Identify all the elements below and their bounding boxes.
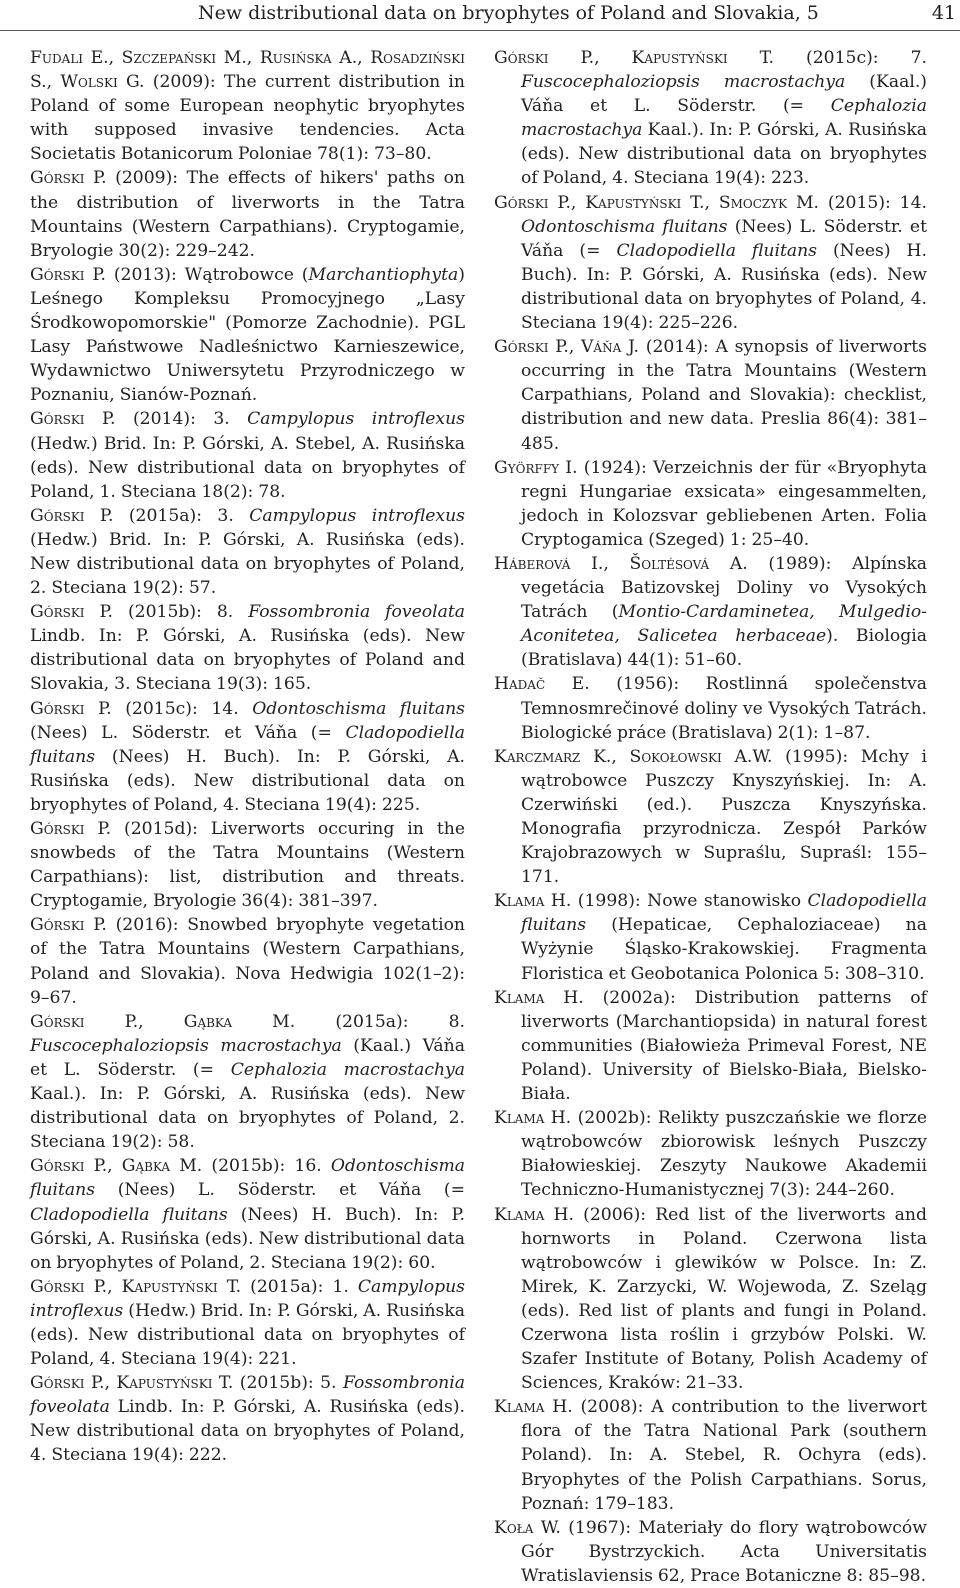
reference-authors: Klama H.	[494, 1397, 573, 1418]
reference-text: Kaal.). In: P. Górski, A. Rusińska (eds). New distributional data on bryophytes of Poland, 4. Steciana 19(4): 223.	[521, 120, 927, 189]
reference-authors: Klama H.	[494, 1204, 575, 1225]
reference-authors: Hadač E.	[494, 674, 590, 695]
taxon-name: Odontoschisma fluitans	[252, 698, 465, 719]
reference-entry	[494, 456, 927, 552]
reference-authors: Górski P.	[30, 915, 107, 936]
reference-text: (2015a): 1.	[241, 1276, 358, 1297]
reference-entry	[494, 46, 927, 191]
reference-authors: Górski P., Kapustyński T., Smoczyk M.	[494, 192, 820, 213]
reference-authors: Górski P.	[30, 602, 114, 623]
reference-authors: Koła W.	[494, 1517, 561, 1538]
reference-authors: Fudali E., Szczepański M., Rusińska A., Rosadziński S., Wolski G.	[30, 48, 465, 93]
references-right-column	[494, 46, 927, 1588]
reference-text: (2015b): 8.	[113, 602, 249, 623]
reference-entry	[494, 986, 927, 1106]
reference-text: (2015a): 8.	[295, 1011, 465, 1032]
taxon-name: Cladopodiella fluitans	[521, 891, 928, 936]
reference-authors: Górski P.	[30, 819, 112, 839]
reference-authors: Górski P.	[30, 409, 116, 430]
reference-text: (2009): The effects of hikers' paths on the distribution of liverworts in the Tatra Mountains (Western Carpathians). Cryptogamie, Bryologie 30(2): 229–242.	[30, 168, 465, 261]
reference-text: (Hedw.) Brid. In: P. Górski, A. Rusińska (eds). New distributional data on bryophytes of Poland, 4. Steciana 19(4): 221.	[30, 1300, 465, 1370]
reference-entry	[494, 889, 927, 985]
reference-text: (Nees) L. Söderstr. et Váňa (=	[521, 216, 927, 261]
reference-entry	[30, 1154, 465, 1274]
reference-entry	[30, 600, 465, 696]
reference-authors: Háberová I., Šoltésová A.	[494, 553, 748, 574]
taxon-name: Fossombronia foveolata	[248, 602, 465, 623]
reference-entry	[494, 672, 927, 744]
reference-text: (2014): A synopsis of liverworts occurring in the Tatra Mountains (Western Carpathians, Poland and Slovakia): checklist, distribution and new data. Preslia 86(4): 381–485.	[521, 337, 927, 454]
reference-text: (Nees) L. Söderstr. et Váňa (=	[30, 722, 346, 743]
reference-text: (Hedw.) Brid. In: P. Górski, A. Stebel, A. Rusińska (eds). New distributional data on bryophytes of Poland, 1. Steciana 18(2): 78.	[30, 433, 465, 502]
reference-entry	[30, 504, 465, 600]
taxon-name: Cladopodiella fluitans	[30, 1204, 228, 1225]
reference-entry	[30, 1371, 465, 1467]
reference-text: (2009): The current distribution in Poland of some European neophytic bryophytes with supposed invasive tendencies. Acta Societatis Botanicorum Poloniae 78(1): 73–80.	[30, 72, 465, 165]
reference-authors: Klama H.	[494, 987, 584, 1008]
taxon-name: Cephalozia macrostachya	[521, 96, 927, 141]
reference-text: (Hepaticae, Cephaloziaceae) na Wyżynie Śląsko-Krakowskiej. Fragmenta Floristica et Geobotanica Polonica 5: 308–310.	[521, 915, 927, 984]
reference-text: (2015b): 16.	[202, 1156, 331, 1177]
reference-authors: Klama H.	[494, 891, 572, 912]
running-title: New distributional data on bryophytes of Poland and Slovakia, 5	[198, 2, 819, 24]
reference-authors: Górski P.	[30, 698, 112, 719]
reference-text: (2006): Red list of the liverworts and hornworts in Poland. Czerwona lista wątrobowców i glewików w Polsce. In: Z. Mirek, K. Zarzycki, W. Wojewoda, Z. Szeląg (eds). Red list of plants and fungi in Poland. Czerwona lista roślin i grzybów Polski. W. Szafer Institute of Botany, Polish Academy of Sciences, Kraków: 21–33.	[521, 1204, 927, 1394]
reference-text: (2008): A contribution to the liverwort flora of the Tatra National Park (southern Poland). In: A. Stebel, R. Ochyra (eds). Bryophytes of the Polish Carpathians. Sorus, Poznań: 179–183.	[521, 1397, 927, 1514]
reference-authors: Górski P., Gąbka M.	[30, 1156, 203, 1177]
reference-entry	[494, 1395, 927, 1515]
taxon-name: Odontoschisma fluitans	[30, 1156, 465, 1201]
reference-text: (Kaal.) Váňa et L. Söderstr. (=	[30, 1035, 465, 1080]
reference-text: (2015c): 7.	[774, 48, 927, 68]
page-number: 41	[931, 2, 956, 24]
reference-entry	[494, 552, 927, 672]
reference-entry	[494, 335, 927, 455]
reference-entry	[494, 1516, 927, 1588]
reference-text: (2002b): Relikty puszczańskie we florze wątrobowców zbiorowisk leśnych Puszczy Białowieskiej. Zeszyty Naukowe Akademii Techniczno-Humanistycznej 7(3): 244–260.	[521, 1108, 928, 1201]
reference-entry	[30, 697, 465, 817]
taxon-name: Campylopus introflexus	[247, 409, 465, 430]
taxon-name: Cladopodiella fluitans	[616, 240, 817, 261]
taxon-name: Campylopus introflexus	[30, 1276, 465, 1321]
reference-text: (2015d): Liverworts occuring in the snowbeds of the Tatra Mountains (Western Carpathians): list, distribution and threats. Cryptogamie, Bryologie 36(4): 381–397.	[30, 819, 465, 912]
reference-text: (2015b): 5.	[233, 1373, 343, 1394]
taxon-name: Campylopus introflexus	[249, 505, 466, 526]
taxon-name: Fuscocephaloziopsis macrostachya	[30, 1035, 342, 1056]
reference-text: (1956): Rostlinná společenstva Temnosmrečinové doliny ve Vysokých Tatrách. Biologické práce (Bratislava) 2(1): 1–87.	[521, 674, 927, 743]
reference-entry	[30, 1275, 465, 1371]
reference-authors: Górski P., Kapustyński T.	[30, 1373, 234, 1394]
reference-entry	[30, 407, 465, 503]
reference-text: (1998): Nowe stanowisko	[571, 891, 808, 912]
reference-entry	[494, 191, 927, 336]
reference-text: (Nees) H. Buch). In: P. Górski, A. Rusińska (eds). New distributional data on bryophytes of Poland, 2. Steciana 19(2): 60.	[30, 1204, 466, 1273]
reference-text: (1924): Verzeichnis der für «Bryophyta regni Hungariae exsicata» eingesammelten, jedoch in Kolozsvar gebliebenen Arten. Folia Cryptogamica (Szeged) 1: 25–40.	[521, 457, 927, 550]
reference-text: (1995): Mchy i wątrobowce Puszczy Knyszyńskiej. In: A. Czerwiński (ed.). Puszcza Knyszyńska. Monografia przyrodnicza. Zespół Parków Krajobrazowych w Supraślu, Supraśl: 155–171.	[521, 746, 927, 888]
reference-text: Lindb. In: P. Górski, A. Rusińska (eds). New distributional data on bryophytes of Poland, 4. Steciana 19(4): 222.	[30, 1397, 465, 1466]
reference-text: (Nees) H. Buch). In: P. Górski, A. Rusińska (eds). New distributional data on bryophytes of Poland, 4. Steciana 19(4): 225–226.	[521, 240, 927, 334]
reference-text: (Kaal.) Váňa et L. Söderstr. (=	[521, 72, 927, 117]
reference-text: (1989): Alpínska vegetácia Batizovskej Doliny vo Vysokých Tatrách (	[521, 553, 927, 623]
reference-entry	[30, 913, 465, 1009]
reference-authors: Górski P., Kapustyński T.	[30, 1276, 242, 1297]
running-header	[0, 0, 960, 31]
reference-text: ). Biologia (Bratislava) 44(1): 51–60.	[521, 626, 928, 671]
reference-authors: Górski P.	[30, 264, 106, 285]
reference-text: (2013): Wątrobowce (	[105, 264, 309, 285]
reference-authors: Górski P., Váňa J.	[494, 337, 640, 358]
reference-entry	[494, 1106, 927, 1202]
reference-text: (2015c): 14.	[111, 698, 253, 719]
taxon-name: Marchantiophyta	[308, 264, 459, 285]
reference-authors: Györffy I.	[494, 457, 578, 478]
reference-text: (Nees) H. Buch). In: P. Górski, A. Rusińska (eds). New distributional data on bryophytes of Poland, 4. Steciana 19(4): 225.	[30, 746, 465, 815]
reference-text: (2014): 3.	[115, 409, 248, 430]
taxon-name: Odontoschisma fluitans	[521, 216, 728, 237]
taxon-name: Fuscocephaloziopsis macrostachya	[521, 72, 846, 93]
reference-authors: Górski P., Gąbka M.	[30, 1011, 296, 1032]
taxon-name: Montio-Cardaminetea, Mulgedio-Aconitetea, Salicetea herbaceae	[521, 602, 927, 647]
reference-text: Lindb. In: P. Górski, A. Rusińska (eds). New distributional data on bryophytes of Poland and Slovakia, 3. Steciana 19(3): 165.	[30, 626, 465, 695]
reference-text: (1967): Materiały do flory wątrobowców Gór Bystrzyckich. Acta Universitatis Wratislaviensis 62, Prace Botaniczne 8: 85–98.	[521, 1517, 927, 1586]
reference-text: (Hedw.) Brid. In: P. Górski, A. Rusińska (eds). New distributional data on bryophytes of Poland, 2. Steciana 19(2): 57.	[30, 529, 465, 599]
taxon-name: Cladopodiella fluitans	[30, 722, 465, 767]
taxon-name: Fossombronia foveolata	[30, 1373, 465, 1418]
reference-entry	[30, 1010, 465, 1155]
reference-text: (2016): Snowbed bryophyte vegetation of the Tatra Mountains (Western Carpathians, Poland and Slovakia). Nova Hedwigia 102(1–2): 9–67.	[30, 915, 465, 1008]
reference-entry	[30, 263, 465, 408]
reference-entry	[30, 166, 465, 262]
reference-text: Kaal.). In: P. Górski, A. Rusińska (eds). New distributional data on bryophytes of Poland, 2. Steciana 19(2): 58.	[30, 1084, 465, 1153]
reference-text: (2015): 14.	[819, 192, 927, 213]
reference-entry	[30, 46, 465, 166]
reference-entry	[30, 817, 465, 913]
reference-authors: Górski P.	[30, 505, 114, 526]
reference-authors: Klama H.	[494, 1108, 572, 1129]
reference-authors: Górski P., Kapustyński T.	[494, 48, 775, 68]
reference-authors: Karczmarz K., Sokołowski A.W.	[494, 746, 773, 767]
reference-entry	[494, 1203, 927, 1396]
reference-text: (2015a): 3.	[113, 505, 250, 526]
reference-authors: Górski P.	[30, 168, 107, 189]
reference-text: (Nees) L. Söderstr. et Váňa (=	[95, 1180, 465, 1201]
reference-entry	[494, 745, 927, 890]
taxon-name: Cephalozia macrostachya	[230, 1059, 465, 1080]
references-left-column	[30, 46, 465, 1468]
reference-text: ) Leśnego Kompleksu Promocyjnego „Lasy Środkowopomorskie" (Pomorze Zachodnie). PGL Lasy Państwowe Nadleśnictwo Karnieszewice, Wydawnictwo Uniwersytetu Przyrodniczego w Poznaniu, Sianów-Poznań.	[30, 264, 465, 406]
reference-text: (2002a): Distribution patterns of liverworts (Marchantiopsida) in natural forest communities (Białowieża Primeval Forest, NE Poland). University of Bielsko-Biała, Bielsko-Biała.	[521, 987, 927, 1105]
